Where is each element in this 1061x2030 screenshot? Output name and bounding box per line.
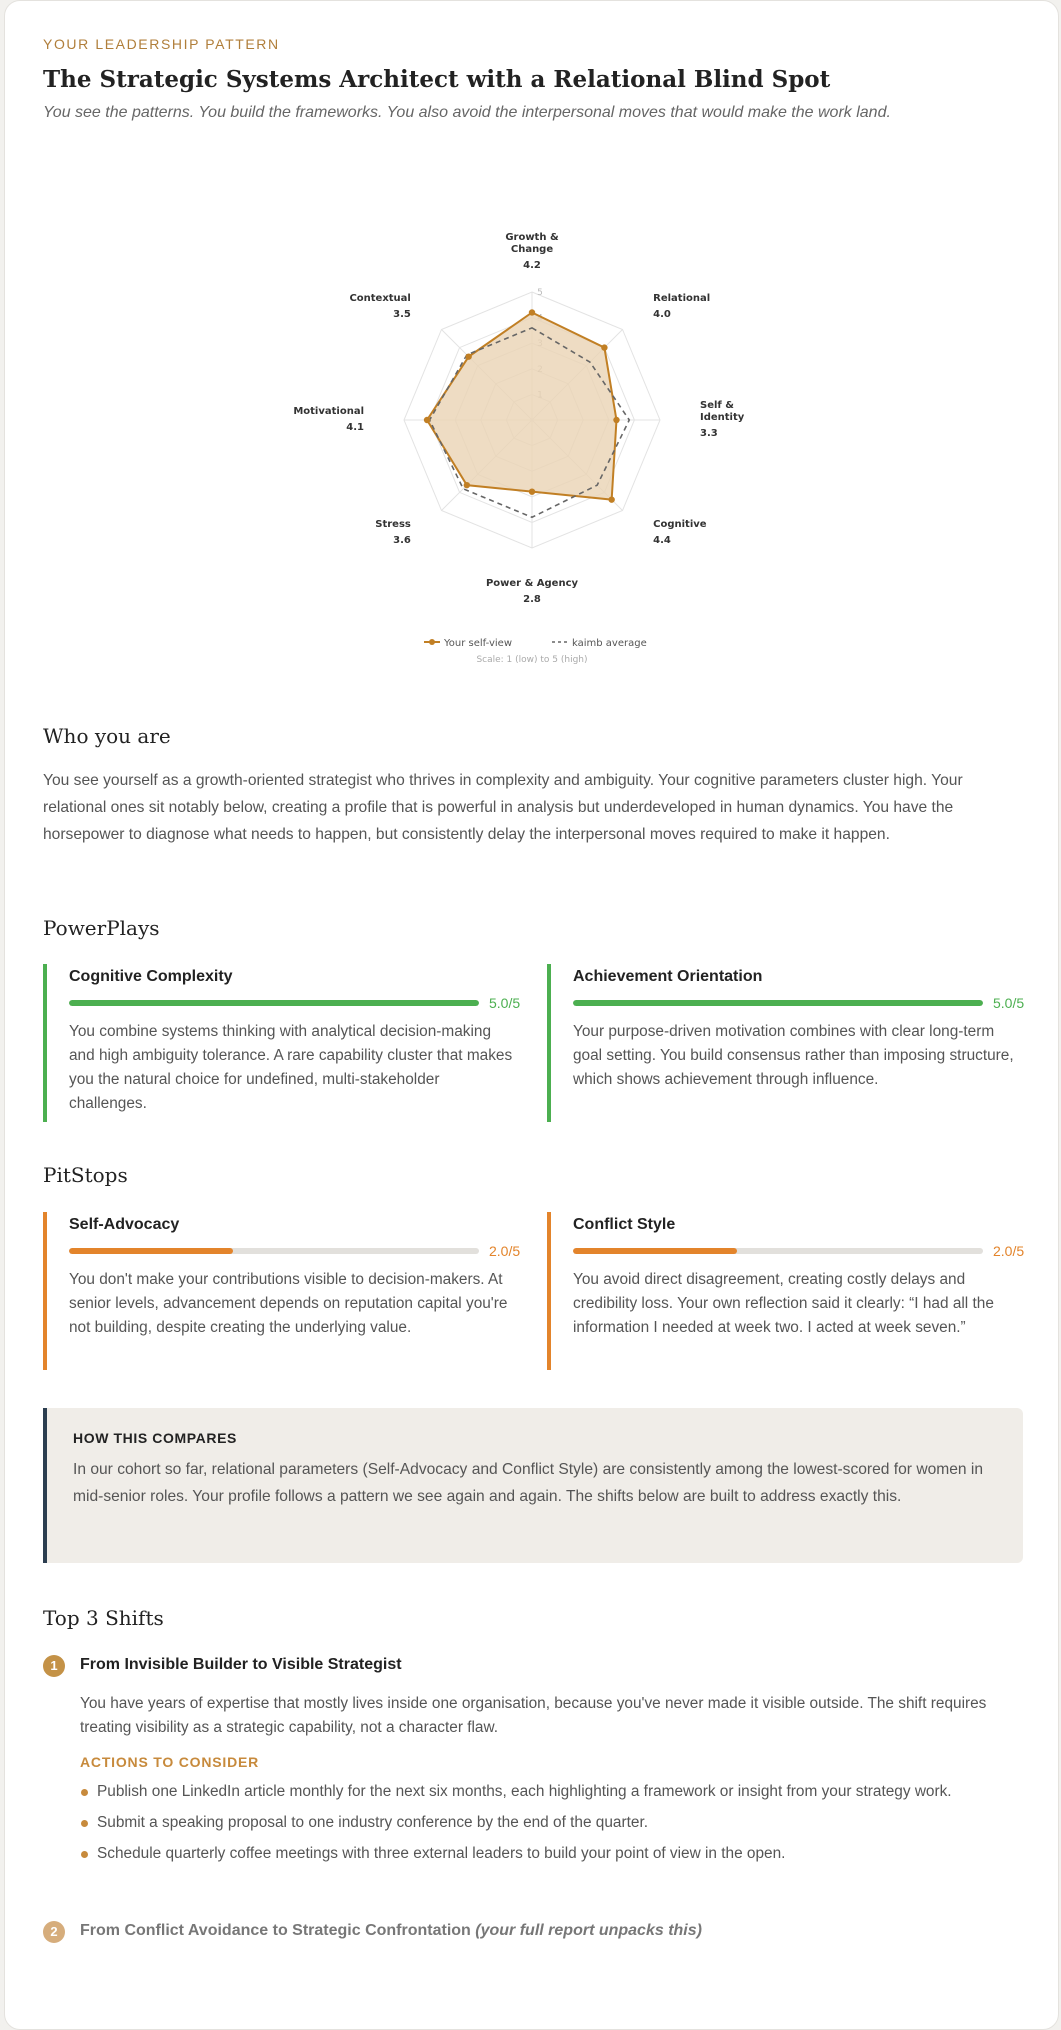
pitstop-card xyxy=(43,1212,523,1370)
shift-number-badge: 1 xyxy=(43,1655,65,1677)
pitstop-title: Conflict Style xyxy=(573,1216,676,1233)
score-value: 5.0/5 xyxy=(489,995,521,1011)
radar-ring-label: 5 xyxy=(537,288,543,298)
page-subtitle: You see the patterns. You build the frameworks. You also avoid the interpersonal moves that would make the work land. xyxy=(43,104,891,121)
radar-axis-value: 4.0 xyxy=(653,308,671,320)
legend-average-label: kaimb average xyxy=(572,638,647,649)
score-value: 5.0/5 xyxy=(993,995,1025,1011)
powerplay-title: Achievement Orientation xyxy=(573,968,763,985)
comparison-text: In our cohort so far, relational parameters (Self-Advocacy and Conflict Style) are consistently among the lowest-scored for women in mid-senior roles. Your profile follows a pattern we see again and again. The shifts below are built to address exactly this. xyxy=(73,1461,984,1505)
eyebrow-label: YOUR LEADERSHIP PATTERN xyxy=(43,36,280,52)
legend-self-marker xyxy=(429,639,435,645)
radar-axis-label: Relational xyxy=(653,292,711,304)
radar-axis-value: 4.4 xyxy=(653,535,671,547)
powerplay-card xyxy=(547,964,1027,1122)
self-view-point xyxy=(608,496,614,502)
legend-self-label: Your self-view xyxy=(444,638,513,649)
action-text: Publish one LinkedIn article monthly for the next six months, each highlighting a framework or insight from your strategy work. xyxy=(97,1783,952,1800)
self-view-point xyxy=(529,488,535,494)
who-heading: Who you are xyxy=(43,724,171,748)
score-bar xyxy=(573,1000,983,1006)
page-title: The Strategic Systems Architect with a Relational Blind Spot xyxy=(43,66,831,93)
pitstop-text: You avoid direct disagreement, creating costly delays and credibility loss. Your own reflection said it clearly: “I had all the information I needed at week two. I acted at week seven.” xyxy=(573,1271,994,1336)
self-view-series xyxy=(427,312,616,499)
shift-text: You have years of expertise that mostly lives inside one organisation, because you've never made it visible outside. The shift requires treating visibility as a strategic capability, not a character flaw. xyxy=(80,1695,987,1736)
radar-axis-label: Identity xyxy=(700,412,745,423)
radar-axis-label: Change xyxy=(510,244,554,255)
powerplays-heading: PowerPlays xyxy=(43,916,160,940)
comparison-callout xyxy=(43,1408,1023,1563)
shift-number-badge: 2 xyxy=(43,1921,65,1943)
score-value: 2.0/5 xyxy=(489,1243,521,1259)
radar-chart xyxy=(260,220,800,670)
self-view-point xyxy=(613,417,619,423)
action-item xyxy=(80,1811,1020,1835)
score-bar xyxy=(573,1248,983,1254)
actions-heading: ACTIONS TO CONSIDER xyxy=(80,1754,260,1770)
radar-axis-label: Growth & xyxy=(505,232,559,243)
shift-title-locked xyxy=(80,1922,702,1940)
radar-axis-label: Stress xyxy=(375,519,411,531)
who-text: You see yourself as a growth-oriented strategist who thrives in complexity and ambiguity. Your cognitive parameters cluster high. Your relational ones sit notably below, creating a profile that is powerful in analysis but underdeveloped in human dynamics. You have the horsepower to diagnose what needs to happen, but consistently delay the interpersonal moves required to make it happen. xyxy=(43,772,963,843)
bullet-icon xyxy=(81,1851,88,1858)
radar-axis-label: Self & xyxy=(700,400,734,411)
radar-axis-label: Cognitive xyxy=(653,519,707,531)
powerplay-text: Your purpose-driven motivation combines with clear long-term goal setting. You build consensus rather than imposing structure, which shows achievement through influence. xyxy=(573,1023,1014,1088)
radar-axis-label: Contextual xyxy=(349,292,411,304)
score-bar xyxy=(69,1248,479,1254)
radar-axis-value: 4.2 xyxy=(523,260,541,271)
radar-axis-label: Motivational xyxy=(293,406,364,417)
actions-list xyxy=(80,1780,1020,1873)
action-item xyxy=(80,1842,1020,1866)
pitstop-card xyxy=(547,1212,1027,1370)
radar-axis-value: 3.6 xyxy=(393,535,411,547)
self-view-point xyxy=(464,482,470,488)
score-bar xyxy=(69,1000,479,1006)
action-text: Schedule quarterly coffee meetings with three external leaders to build your point of view in the open. xyxy=(97,1845,786,1862)
pitstop-title: Self-Advocacy xyxy=(69,1216,180,1233)
action-item xyxy=(80,1780,1020,1804)
action-text: Submit a speaking proposal to one industry conference by the end of the quarter. xyxy=(97,1814,648,1831)
pitstops-heading: PitStops xyxy=(43,1163,128,1187)
comparison-heading: HOW THIS COMPARES xyxy=(73,1430,237,1446)
score-bar-fill xyxy=(573,1248,737,1254)
shift-note: (your full report unpacks this) xyxy=(475,1922,702,1939)
powerplay-card xyxy=(43,964,523,1122)
radar-axis-value: 4.1 xyxy=(346,422,364,433)
pitstop-text: You don't make your contributions visible to decision-makers. At senior levels, advancement depends on reputation capital you're not building, despite creating the underlying value. xyxy=(69,1271,508,1336)
self-view-point xyxy=(465,353,471,359)
self-view-point xyxy=(424,417,430,423)
score-value: 2.0/5 xyxy=(993,1243,1025,1259)
scale-note: Scale: 1 (low) to 5 (high) xyxy=(476,655,588,665)
shift-title: From Conflict Avoidance to Strategic Confrontation xyxy=(80,1922,471,1939)
radar-axis-value: 3.3 xyxy=(700,428,718,439)
bullet-icon xyxy=(81,1820,88,1827)
score-bar-fill xyxy=(69,1000,479,1006)
shifts-heading: Top 3 Shifts xyxy=(43,1606,164,1630)
shift-title: From Invisible Builder to Visible Strategist xyxy=(80,1656,402,1673)
self-view-point xyxy=(601,344,607,350)
powerplay-text: You combine systems thinking with analytical decision-making and high ambiguity tolerance. A rare capability cluster that makes you the natural choice for undefined, multi-stakeholder challenges. xyxy=(69,1023,513,1112)
radar-axis-value: 2.8 xyxy=(523,594,541,605)
radar-axis-label: Power & Agency xyxy=(485,578,579,589)
score-bar-fill xyxy=(573,1000,983,1006)
self-view-point xyxy=(529,309,535,315)
bullet-icon xyxy=(81,1789,88,1796)
score-bar-fill xyxy=(69,1248,233,1254)
powerplay-title: Cognitive Complexity xyxy=(69,968,233,985)
radar-axis-value: 3.5 xyxy=(393,308,411,320)
